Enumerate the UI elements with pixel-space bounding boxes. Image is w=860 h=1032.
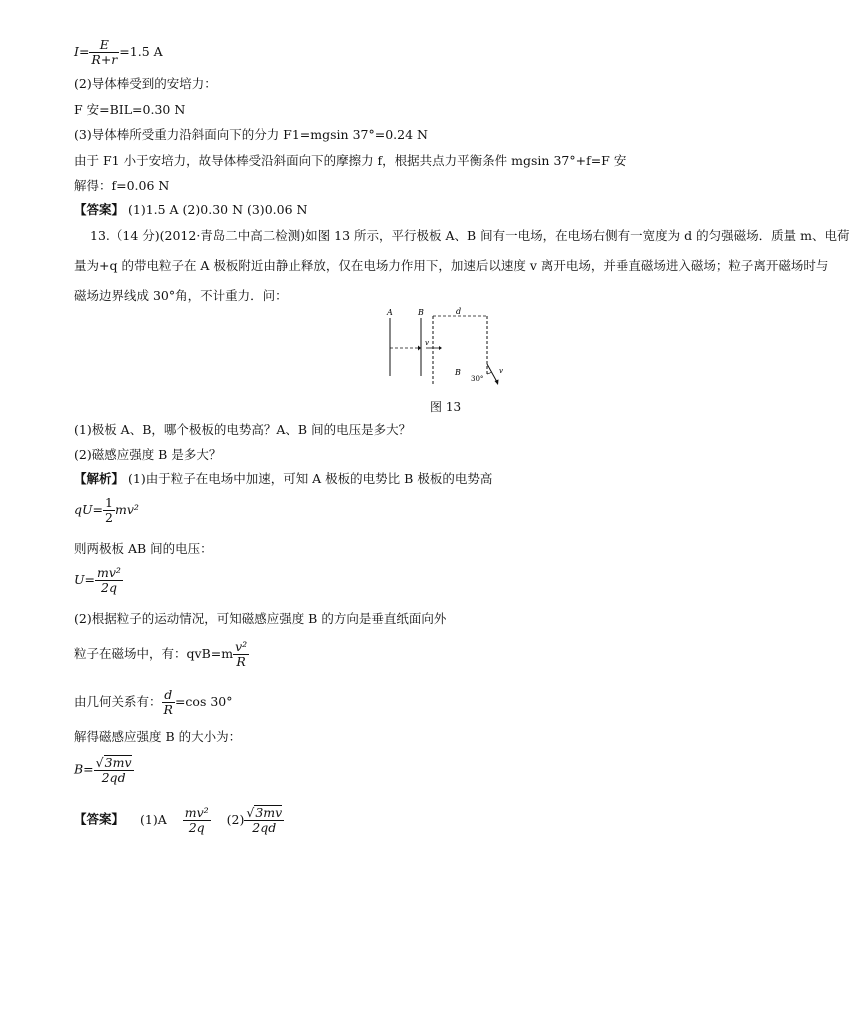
question-text: (2)磁感应强度 B 是多大？ xyxy=(74,447,222,462)
equation: qU= $\frac{1}{2}$ mv² xyxy=(74,495,139,525)
label-plate-a: A xyxy=(387,308,393,317)
label-plate-b: B xyxy=(418,308,424,317)
equation: 由几何关系有： $\frac{d}{R}$ =cos 30° xyxy=(74,687,233,717)
question-text: 13.（14 分)(2012·青岛二中高二检测)如图 13 所示，平行极板 A、B 间有一电场，在电场右侧有一宽度为 d 的匀强磁场．质量 m、电荷 xyxy=(90,228,850,243)
text-line: 由于 F1 小于安培力，故导体棒受沿斜面向下的摩擦力 f，根据共点力平衡条件 mgsin 37°+f=F 安 xyxy=(74,153,627,168)
equation: B= $\frac{√3mv}{2qd}$ xyxy=(74,755,132,785)
equation: 粒子在磁场中，有：qvB=m $\frac{\text{v²}}{R}$ xyxy=(74,639,248,669)
text-line: (2)导体棒受到的安培力： xyxy=(74,76,217,91)
arrow-head xyxy=(495,380,499,386)
label-field-b: B xyxy=(455,368,461,377)
answer-label: 【答案】 xyxy=(74,202,125,217)
equation: U= $\frac{\text{mv²}}{2q}$ xyxy=(74,565,121,595)
text-line: (3)导体棒所受重力沿斜面向下的分力 F1=mgsin 37°=0.24 N xyxy=(74,127,428,142)
analysis-text: (1)由于粒子在电场中加速，可知 A 极板的电势比 B 极板的电势高 xyxy=(128,471,493,486)
eq-prefix: I= xyxy=(74,44,90,59)
answer-line: 【答案】 (1)A $\frac{\text{mv²}}{2q}$ (2) $\frac{√3mv}{2qd}$ xyxy=(74,804,283,835)
text-line: (2)根据粒子的运动情况，可知磁感应强度 B 的方向是垂直纸面向外 xyxy=(74,611,447,626)
text-line: 则两极板 AB 间的电压： xyxy=(74,541,213,556)
question-text: 磁场边界线成 30°角，不计重力．问： xyxy=(74,288,288,303)
question-text: (1)极板 A、B，哪个极板的电势高？A、B 间的电压是多大？ xyxy=(74,422,412,437)
current-equation: I= $\frac{E}{R+r}$ =1.5 A xyxy=(74,37,163,67)
arrow-head xyxy=(439,346,442,350)
answer-label: 【答案】 xyxy=(74,811,125,827)
figure-caption: 图 13 xyxy=(430,400,462,414)
label-d: d xyxy=(456,307,462,316)
text-line: 解得：f=0.06 N xyxy=(74,178,170,193)
analysis-label: 【解析】 xyxy=(74,471,125,486)
text-line: F 安=BIL=0.30 N xyxy=(74,102,186,117)
label-30-deg: 30° xyxy=(471,375,484,383)
figure-13-diagram xyxy=(380,304,510,394)
answer-line xyxy=(74,202,307,218)
label-v-entry: v xyxy=(425,339,429,347)
question-text: 量为+q 的带电粒子在 A 极板附近由静止释放，仅在电场力作用下，加速后以速度 v 离开电场，并垂直磁场进入磁场；粒子离开磁场时与 xyxy=(74,258,829,273)
angle-arc xyxy=(487,372,492,374)
answer-text: (1)1.5 A (2)0.30 N (3)0.06 N xyxy=(128,202,308,217)
text-line: 解得磁感应强度 B 的大小为： xyxy=(74,729,242,744)
analysis-line xyxy=(74,471,492,487)
fraction: $\frac{E}{R+r}$ xyxy=(91,37,118,67)
exit-velocity-arrow xyxy=(487,364,497,382)
label-v-exit: v xyxy=(499,367,503,375)
